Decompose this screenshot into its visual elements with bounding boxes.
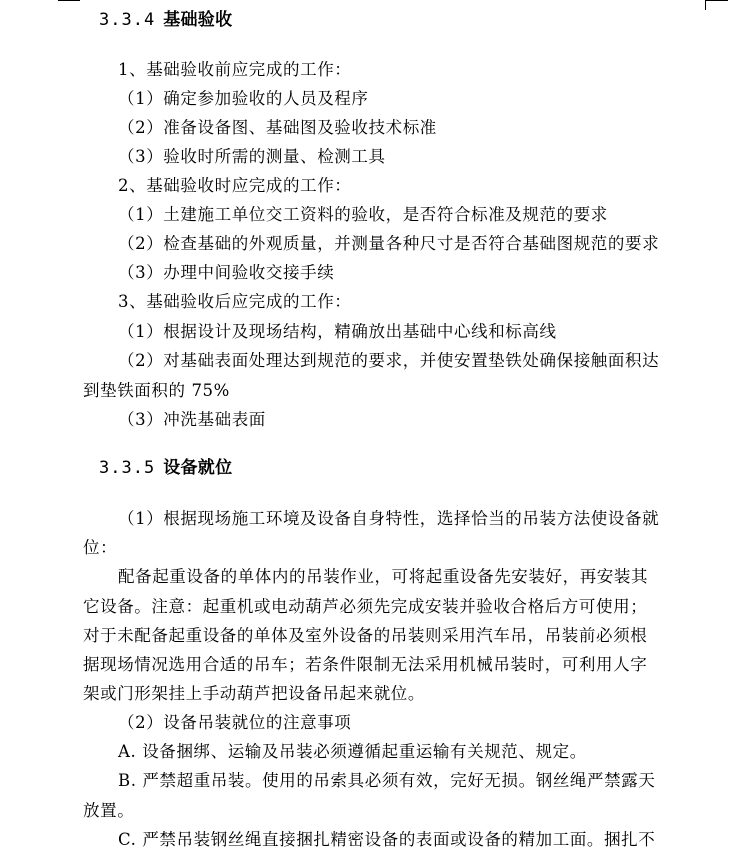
paragraph-line: A. 设备捆绑、运输及吊装必须遵循起重运输有关规范、规定。 bbox=[118, 742, 587, 761]
section-title: 基础验收 bbox=[163, 10, 233, 30]
paragraph-line: 1、基础验收前应完成的工作： bbox=[118, 60, 352, 79]
paragraph-line: 架或门形架挂上手动葫芦把设备吊起来就位。 bbox=[83, 684, 425, 703]
section-number: 3.3.5 bbox=[99, 458, 156, 478]
paragraph-line: 3、基础验收后应完成的工作： bbox=[118, 292, 352, 311]
section-number: 3.3.4 bbox=[99, 10, 156, 30]
paragraph-line: （1）确定参加验收的人员及程序 bbox=[118, 89, 369, 108]
paragraph-line: （2）对基础表面处理达到规范的要求，并使安置垫铁处确保接触面积达 bbox=[118, 351, 660, 370]
paragraph-line: （2）设备吊装就位的注意事项 bbox=[118, 713, 352, 732]
crop-mark-top-left bbox=[58, 0, 80, 1]
section-heading-3-3-4 bbox=[99, 10, 232, 30]
paragraph-line: 到垫铁面积的 75% bbox=[83, 381, 230, 400]
paragraph-line: （2）检查基础的外观质量，并测量各种尺寸是否符合基础图规范的要求 bbox=[118, 234, 660, 253]
paragraph-line: 放置。 bbox=[83, 801, 135, 820]
crop-mark-top-right-vertical bbox=[705, 0, 706, 10]
paragraph-line: （1）根据现场施工环境及设备自身特性，选择恰当的吊装方法使设备就 bbox=[118, 509, 660, 528]
section-title: 设备就位 bbox=[163, 458, 233, 478]
paragraph-line: C. 严禁吊装钢丝绳直接捆扎精密设备的表面或设备的精加工面。捆扎不 bbox=[118, 830, 656, 849]
paragraph-line: 对于未配备起重设备的单体及室外设备的吊装则采用汽车吊，吊装前必须根 bbox=[83, 626, 648, 645]
crop-mark-top-right bbox=[706, 0, 728, 1]
section-heading-3-3-5 bbox=[99, 458, 232, 478]
paragraph-line: 2、基础验收时应完成的工作： bbox=[118, 176, 352, 195]
paragraph-line: 位： bbox=[83, 538, 118, 557]
paragraph-line: （2）准备设备图、基础图及验收技术标准 bbox=[118, 118, 437, 137]
paragraph-line: （3）冲洗基础表面 bbox=[118, 410, 266, 429]
paragraph-line: B. 严禁超重吊装。使用的吊索具必须有效，完好无损。钢丝绳严禁露天 bbox=[118, 771, 656, 790]
paragraph-line: 它设备。注意：起重机或电动葫芦必须先完成安装并验收合格后方可使用； bbox=[83, 597, 648, 616]
paragraph-line: 据现场情况选用合适的吊车；若条件限制无法采用机械吊装时，可利用人字 bbox=[83, 655, 648, 674]
paragraph-line: （1）土建施工单位交工资料的验收，是否符合标准及规范的要求 bbox=[118, 205, 608, 224]
paragraph-line: （1）根据设计及现场结构，精确放出基础中心线和标高线 bbox=[118, 322, 557, 341]
paragraph-line: （3）验收时所需的测量、检测工具 bbox=[118, 147, 386, 166]
paragraph-line: （3）办理中间验收交接手续 bbox=[118, 263, 335, 282]
paragraph-line: 配备起重设备的单体内的吊装作业，可将起重设备先安装好，再安装其 bbox=[118, 567, 649, 586]
